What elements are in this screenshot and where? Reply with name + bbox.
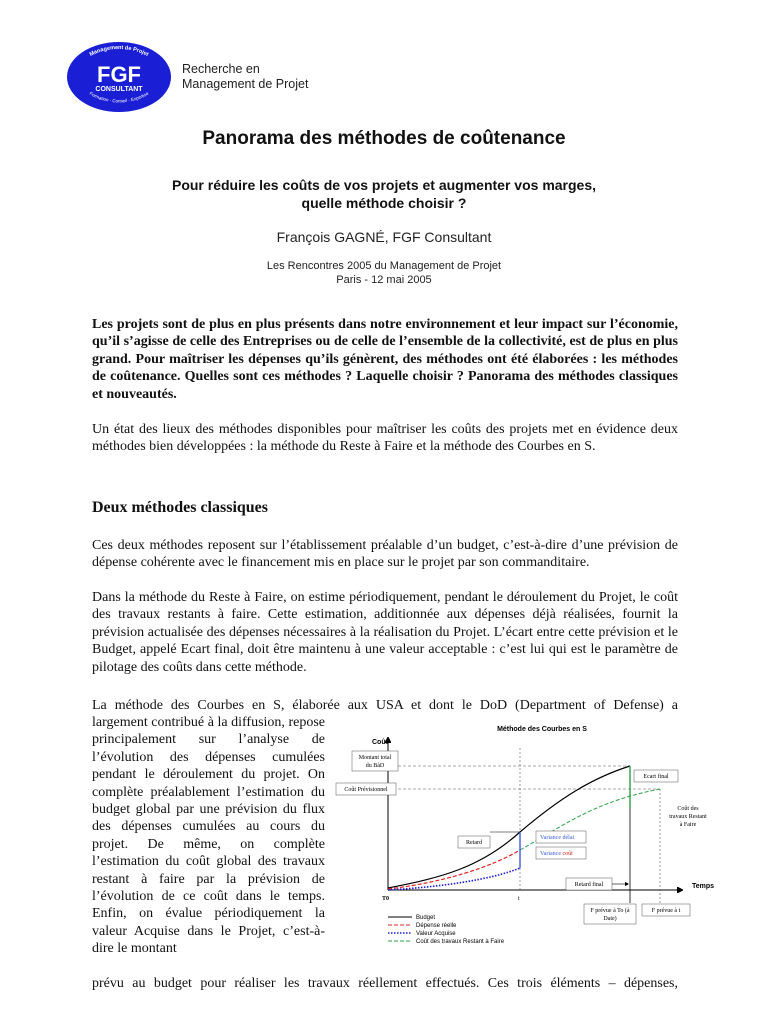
abstract-paragraph: Les projets sont de plus en plus présents dans notre environnement et leur impact sur l’économie, qu’il s’agisse de celle des Entreprises ou de celle de l’ensemble de la collectivité, est de plus en plus grand. Pour maîtriser les dépenses qu’ils génèrent, des méthodes ont été élaborées : les méthodes de coûtenance. Quelles sont ces méthodes ? Laquelle choisir ? Panorama des méthodes classiques et nouveautés. [92, 317, 678, 402]
f-to-label-1: F prévue à To (à [590, 908, 630, 914]
organization-name [182, 62, 308, 92]
fgf-logo [66, 41, 172, 113]
f-t-label: F prévue à t [651, 908, 681, 914]
org-line-1: Recherche en [182, 62, 260, 76]
y-axis-label: Coût [372, 739, 388, 746]
org-line-2: Management de Projet [182, 77, 309, 91]
s-curve-figure [330, 718, 730, 958]
variance-delai-type: délai [562, 835, 575, 841]
document-subtitle [0, 176, 768, 212]
event-line-2: Paris - 12 mai 2005 [336, 274, 432, 286]
paragraph-reste-a-faire: Dans la méthode du Reste à Faire, on estime périodiquement, pendant le déroulement du Projet, le coût des travaux restants à faire. Cette estimation, additionnée aux dépenses déjà réalisées, fournit la prévision actualisée des dépenses nécessaires à la réalisation du Projet. L’écart entre cette prévision et le Budget, appelé Ecart final, doit être maintenu à une valeur acceptable : c’est lui qui est le paramètre de pilotage des coûts dans cette méthode. [92, 590, 678, 675]
logo-main-text: FGF [97, 62, 141, 87]
retard-final-label: Retard final [574, 882, 604, 888]
legend-budget: Budget [416, 915, 436, 921]
subtitle-line-2: quelle méthode choisir ? [301, 195, 467, 211]
budget-total-label-2: du BàD [365, 763, 385, 769]
figure-legend [388, 915, 505, 945]
paragraph-budget: Ces deux méthodes reposent sur l’établissement préalable d’un budget, c’est-à-dire d’une prévision de dépense cohérente avec le financement mis en place sur le projet par son commanditaire. [92, 538, 678, 571]
retard-label: Retard [466, 840, 482, 846]
raf-label-2: travaux Restant [669, 814, 707, 820]
paragraph-courbes-wrapped: largement contribué à la diffusion, repose principalement sur l’analyse de l’évolution des dépenses cumulées pendant le déroulement du projet. On complète préalablement l’estimation du budget global par une prévision du flux des dépenses cumulées au cours du projet. De même, on complète l’estimation du coût global des travaux restant à faire par la prévision de l’évolution de ce coût dans le temps. Enfin, on évalue périodiquement la valeur Acquise dans le Projet, c’est-à-dire le montant [92, 715, 325, 957]
intro-paragraph: Un état des lieux des méthodes disponibles pour maîtriser les coûts des projets met en évidence deux méthodes bien développées : la méthode du Reste à Faire et la méthode des Courbes en S. [92, 422, 678, 455]
variance-cout-label [540, 851, 573, 857]
document-title: Panorama des méthodes de coûtenance [202, 128, 566, 149]
x-axis-label: Temps [692, 883, 715, 890]
legend-depense: Dépense réelle [416, 923, 457, 929]
cout-previsionnel-label: Coût Prévisionnel [344, 787, 388, 793]
budget-curve [388, 766, 630, 888]
variance-delai-label [540, 835, 574, 841]
author-line: François GAGNÉ, FGF Consultant [276, 229, 492, 245]
event-info [0, 259, 768, 287]
section-heading: Deux méthodes classiques [92, 499, 269, 516]
raf-label-1: Coût des [677, 806, 699, 812]
paragraph-courbes-last-line: prévu au budget pour réaliser les travaux réellement effectués. Ces trois éléments – dépenses, [92, 976, 678, 991]
logo-sub-text: CONSULTANT [95, 86, 143, 93]
logo-ring-bottom: Formation · Conseil · Expertise [88, 90, 150, 104]
event-line-1: Les Rencontres 2005 du Management de Projet [266, 260, 502, 272]
logo-ring-top: Management de Projet [88, 44, 150, 58]
ecart-final-label: Ecart final [643, 774, 669, 780]
subtitle-line-1: Pour réduire les coûts de vos projets et augmenter vos marges, [171, 177, 597, 193]
variance-cout-type: coût [562, 851, 573, 857]
variance-delai-word: Variance [540, 835, 563, 841]
t-label: t [518, 896, 520, 902]
raf-label-3: à Faire [679, 822, 697, 828]
legend-valeur: Valeur Acquise [416, 931, 456, 937]
paragraph-courbes-first-line: La méthode des Courbes en S, élaborée aux USA et dont le DoD (Department of Defense) a [92, 698, 678, 713]
figure-title: Méthode des Courbes en S [497, 726, 587, 733]
legend-raf: Coût des travaux Restant à Faire [416, 939, 505, 945]
t0-label: T0 [382, 896, 390, 902]
budget-total-label-1: Montant total [358, 755, 392, 761]
f-to-label-2: Date) [603, 916, 617, 922]
variance-cout-word: Variance [540, 851, 563, 857]
